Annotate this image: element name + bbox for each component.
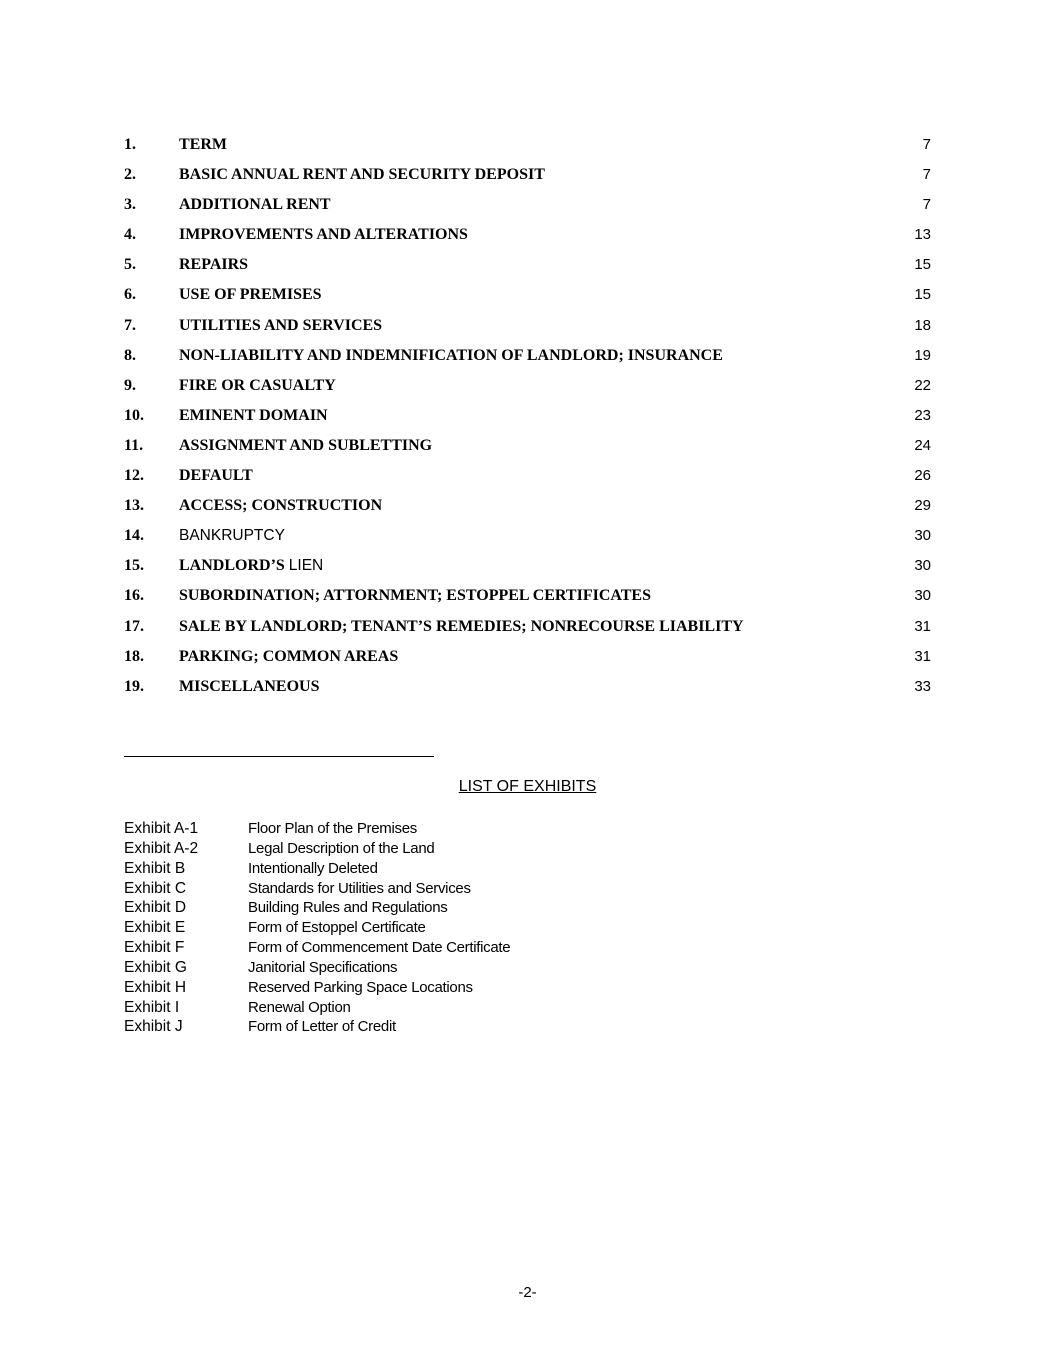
exhibit-item — [124, 839, 724, 859]
toc-entry-page: 31 — [914, 617, 931, 635]
toc-entry-number: 7. — [124, 316, 136, 334]
toc-entry-page: 7 — [922, 166, 931, 184]
toc-entry-title-suffix: LIEN — [288, 557, 324, 575]
toc-entry-number: 2. — [124, 166, 136, 184]
toc-entry — [124, 643, 931, 673]
exhibit-item — [124, 918, 724, 938]
exhibit-description: Building Rules and Regulations — [248, 899, 448, 917]
toc-entry-number: 17. — [124, 617, 144, 635]
exhibit-description: Form of Estoppel Certificate — [248, 919, 426, 937]
exhibit-item — [124, 1017, 724, 1037]
exhibit-description: Intentionally Deleted — [248, 859, 378, 877]
toc-entry-title: ACCESS; CONSTRUCTION — [179, 497, 383, 515]
toc-entry-title: REPAIRS — [179, 256, 249, 274]
toc-entry-title: BANKRUPTCY — [179, 527, 285, 545]
toc-entry-page: 7 — [922, 136, 931, 153]
toc-entry-title: TERM — [179, 136, 227, 153]
toc-entry-number: 4. — [124, 226, 136, 244]
exhibit-description: Form of Letter of Credit — [248, 1018, 396, 1036]
toc-entry-page: 15 — [914, 286, 931, 304]
exhibit-label: Exhibit A-2 — [124, 839, 199, 857]
exhibit-label: Exhibit J — [124, 1018, 183, 1036]
toc-entry-title: EMINENT DOMAIN — [179, 406, 328, 424]
toc-entry — [124, 131, 931, 161]
toc-entry — [124, 221, 931, 251]
exhibit-list — [124, 819, 724, 1037]
exhibit-label: Exhibit A-1 — [124, 820, 199, 837]
exhibit-description: Form of Commencement Date Certificate — [248, 939, 511, 957]
toc-entry-title: ADDITIONAL RENT — [179, 196, 331, 214]
toc-entry-page: 23 — [914, 406, 931, 424]
toc-entry-title: ASSIGNMENT AND SUBLETTING — [179, 436, 433, 454]
exhibit-description: Janitorial Specifications — [248, 958, 398, 976]
toc-entry — [124, 673, 931, 703]
exhibit-label: Exhibit E — [124, 919, 186, 937]
exhibit-label: Exhibit G — [124, 958, 187, 976]
toc-entry — [124, 522, 931, 552]
toc-entry — [124, 342, 931, 372]
section-divider — [124, 756, 434, 757]
exhibit-description: Renewal Option — [248, 998, 351, 1016]
toc-entry-title: SALE BY LANDLORD; TENANT’S REMEDIES; NONRECOURSE LIABILITY — [179, 617, 744, 635]
toc-entry-title — [179, 552, 323, 580]
toc-entry-title: FIRE OR CASUALTY — [179, 376, 336, 394]
exhibit-item — [124, 938, 724, 958]
toc-entry — [124, 191, 931, 221]
exhibit-label: Exhibit F — [124, 939, 185, 957]
exhibit-item — [124, 978, 724, 998]
exhibit-item — [124, 898, 724, 918]
toc-entry-page: 30 — [914, 587, 931, 605]
toc-entry-title: SUBORDINATION; ATTORNMENT; ESTOPPEL CERTIFICATES — [179, 587, 651, 605]
toc-entry — [124, 492, 931, 522]
toc-entry-page: 15 — [914, 256, 931, 274]
toc-entry-number: 15. — [124, 557, 144, 575]
toc-entry-page: 30 — [914, 527, 931, 545]
toc-entry-page: 26 — [914, 467, 931, 485]
exhibit-description: Floor Plan of the Premises — [248, 820, 417, 837]
toc-entry-title-main: LANDLORD’S — [179, 557, 285, 575]
toc-entry-number: 5. — [124, 256, 136, 274]
exhibit-label: Exhibit C — [124, 879, 187, 897]
exhibit-label: Exhibit H — [124, 978, 187, 996]
toc-entry-page: 24 — [914, 436, 931, 454]
toc-entry-number: 9. — [124, 376, 136, 394]
exhibit-label: Exhibit B — [124, 859, 186, 877]
toc-entry-number: 19. — [124, 677, 144, 695]
toc-entry-title: DEFAULT — [179, 467, 253, 485]
toc-entry-number: 13. — [124, 497, 144, 515]
toc-entry-title: MISCELLANEOUS — [179, 677, 320, 695]
toc-entry-page: 33 — [914, 677, 931, 695]
toc-entry-page: 22 — [914, 376, 931, 394]
toc-entry-page: 19 — [914, 346, 931, 364]
toc-entry — [124, 462, 931, 492]
toc-entry-title: IMPROVEMENTS AND ALTERATIONS — [179, 226, 468, 244]
toc-entry — [124, 161, 931, 191]
exhibit-description: Reserved Parking Space Locations — [248, 978, 473, 996]
exhibit-label: Exhibit D — [124, 899, 187, 917]
toc-entry-number: 6. — [124, 286, 136, 304]
exhibit-description: Standards for Utilities and Services — [248, 879, 471, 897]
toc-entry-title: UTILITIES AND SERVICES — [179, 316, 383, 334]
toc-entry-number: 8. — [124, 346, 136, 364]
toc-entry — [124, 372, 931, 402]
exhibit-item — [124, 998, 724, 1018]
exhibits-heading: LIST OF EXHIBITS — [458, 778, 597, 795]
toc-entry-number: 12. — [124, 467, 144, 485]
exhibit-item — [124, 958, 724, 978]
toc-entry-page: 7 — [922, 196, 931, 214]
toc-entry-title: USE OF PREMISES — [179, 286, 322, 304]
page-number: -2- — [518, 1284, 537, 1301]
exhibit-item — [124, 819, 724, 839]
exhibit-label: Exhibit I — [124, 998, 180, 1016]
toc-entry — [124, 281, 931, 311]
toc-entry-title: PARKING; COMMON AREAS — [179, 647, 399, 665]
toc-entry — [124, 251, 931, 281]
toc-entry — [124, 432, 931, 462]
toc-entry-page: 30 — [914, 557, 931, 575]
toc-entry-number: 1. — [124, 136, 136, 153]
toc-entry — [124, 552, 931, 582]
exhibit-item — [124, 879, 724, 899]
toc-entry-page: 18 — [914, 316, 931, 334]
toc-entry-page: 13 — [914, 226, 931, 244]
toc-entry — [124, 402, 931, 432]
toc-entry — [124, 613, 931, 643]
exhibit-item — [124, 859, 724, 879]
exhibit-description: Legal Description of the Land — [248, 839, 435, 857]
toc-entry-number: 14. — [124, 527, 144, 545]
toc-entry-page: 29 — [914, 497, 931, 515]
toc-entry-title: BASIC ANNUAL RENT AND SECURITY DEPOSIT — [179, 166, 545, 184]
table-of-contents — [124, 131, 931, 703]
toc-entry-number: 10. — [124, 406, 144, 424]
toc-entry-page: 31 — [914, 647, 931, 665]
toc-entry — [124, 582, 931, 612]
toc-entry-number: 16. — [124, 587, 144, 605]
toc-entry — [124, 312, 931, 342]
toc-entry-number: 11. — [124, 436, 144, 454]
toc-entry-number: 3. — [124, 196, 136, 214]
toc-entry-title: NON-LIABILITY AND INDEMNIFICATION OF LANDLORD; INSURANCE — [179, 346, 723, 364]
toc-entry-number: 18. — [124, 647, 144, 665]
